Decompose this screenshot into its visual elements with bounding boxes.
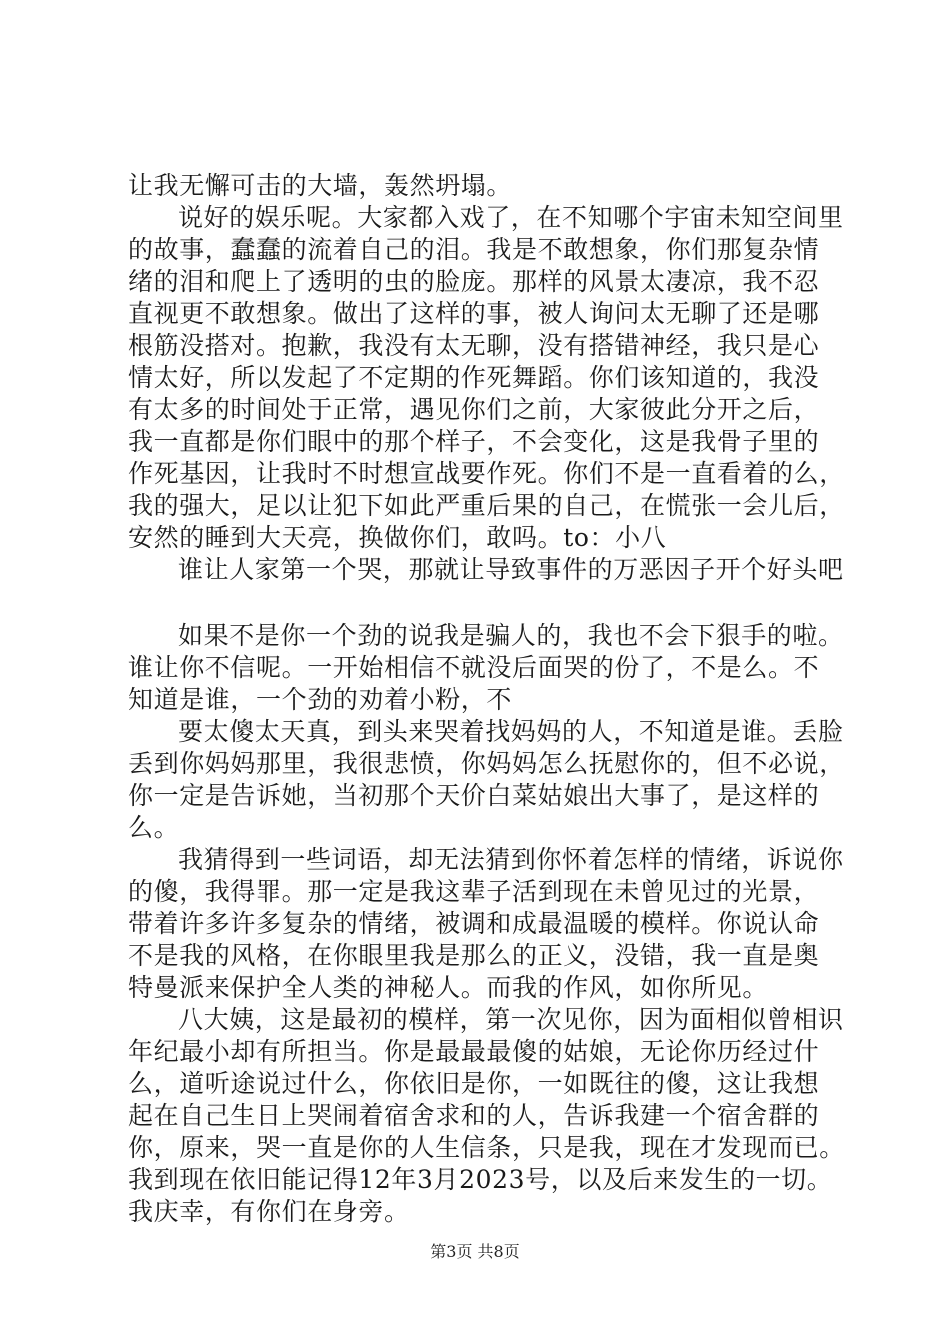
text-line: 么。 [128,813,180,842]
text-line: 说好的娱乐呢。大家都入戏了，在不知哪个宇宙未知空间里 [178,203,844,232]
text-line: 让我无懈可击的大墙，轰然坍塌。 [128,171,513,200]
text-line: 你一定是告诉她，当初那个天价白菜姑娘出大事了，是这样的 [128,781,820,810]
text-line: 知道是谁，一个劲的劝着小粉，不 [128,685,513,714]
text-line: 有太多的时间处于正常，遇见你们之前，大家彼此分开之后， [128,395,820,424]
text-line: 特曼派来保护全人类的神秘人。而我的作风，如你所见。 [128,973,769,1002]
paragraph [128,716,848,844]
page-number-footer: 第3页 共8页 [430,1242,520,1261]
paragraph [128,844,848,1004]
text-line: 丢到你妈妈那里，我很悲愤，你妈妈怎么抚慰你的，但不必说， [128,749,845,778]
blank-line [128,586,848,620]
document-body [128,170,848,1228]
text-line: 八大姨，这是最初的模样，第一次见你，因为面相似曾相识 [178,1005,844,1034]
text-line: 带着许多许多复杂的情绪，被调和成最温暖的模样。你说认命 [128,909,820,938]
text-line: 我的强大，足以让犯下如此严重后果的自己，在慌张一会儿后， [128,491,845,520]
text-line: 如果不是你一个劲的说我是骗人的，我也不会下狠手的啦。 [178,621,844,650]
text-line: 我猜得到一些词语，却无法猜到你怀着怎样的情绪，诉说你 [178,845,844,874]
text-line: 根筋没搭对。抱歉，我没有太无聊，没有搭错神经，我只是心 [128,331,820,360]
paragraph [128,554,848,586]
text-line: 起在自己生日上哭闹着宿舍求和的人，告诉我建一个宿舍群的 [128,1101,820,1130]
text-line: 么，道听途说过什么，你依旧是你，一如既往的傻，这让我想 [128,1069,820,1098]
text-line: 直视更不敢想象。做出了这样的事，被人询问太无聊了还是哪 [128,299,820,328]
text-line: 绪的泪和爬上了透明的虫的脸庞。那样的风景太凄凉，我不忍 [128,267,820,296]
paragraph [128,170,848,202]
text-line: 不是我的风格，在你眼里我是那么的正义，没错，我一直是奥 [128,941,820,970]
text-line: 安然的睡到大天亮，换做你们，敢吗。to：小八 [128,523,667,552]
text-line: 年纪最小却有所担当。你是最最最傻的姑娘，无论你历经过什 [128,1037,820,1066]
text-line: 的故事，蠢蠢的流着自己的泪。我是不敢想象，你们那复杂情 [128,235,820,264]
text-line: 你，原来，哭一直是你的人生信条，只是我，现在才发现而已。 [128,1133,845,1162]
text-line: 要太傻太天真，到头来哭着找妈妈的人，不知道是谁。丢脸 [178,717,844,746]
text-line: 我到现在依旧能记得12年3月2023号，以及后来发生的一切。 [128,1165,833,1194]
text-line: 的傻，我得罪。那一定是我这辈子活到现在未曾见过的光景， [128,877,820,906]
paragraph [128,1004,848,1228]
text-line: 作死基因，让我时不时想宣战要作死。你们不是一直看着的么， [128,459,845,488]
paragraph [128,620,848,716]
text-line: 谁让你不信呢。一开始相信不就没后面哭的份了，不是么。不 [128,653,820,682]
text-line: 我一直都是你们眼中的那个样子，不会变化，这是我骨子里的 [128,427,820,456]
text-line: 谁让人家第一个哭，那就让导致事件的万恶因子开个好头吧 [178,555,844,584]
text-line: 我庆幸，有你们在身旁。 [128,1197,410,1226]
paragraph [128,202,848,554]
text-line: 情太好，所以发起了不定期的作死舞蹈。你们该知道的，我没 [128,363,820,392]
